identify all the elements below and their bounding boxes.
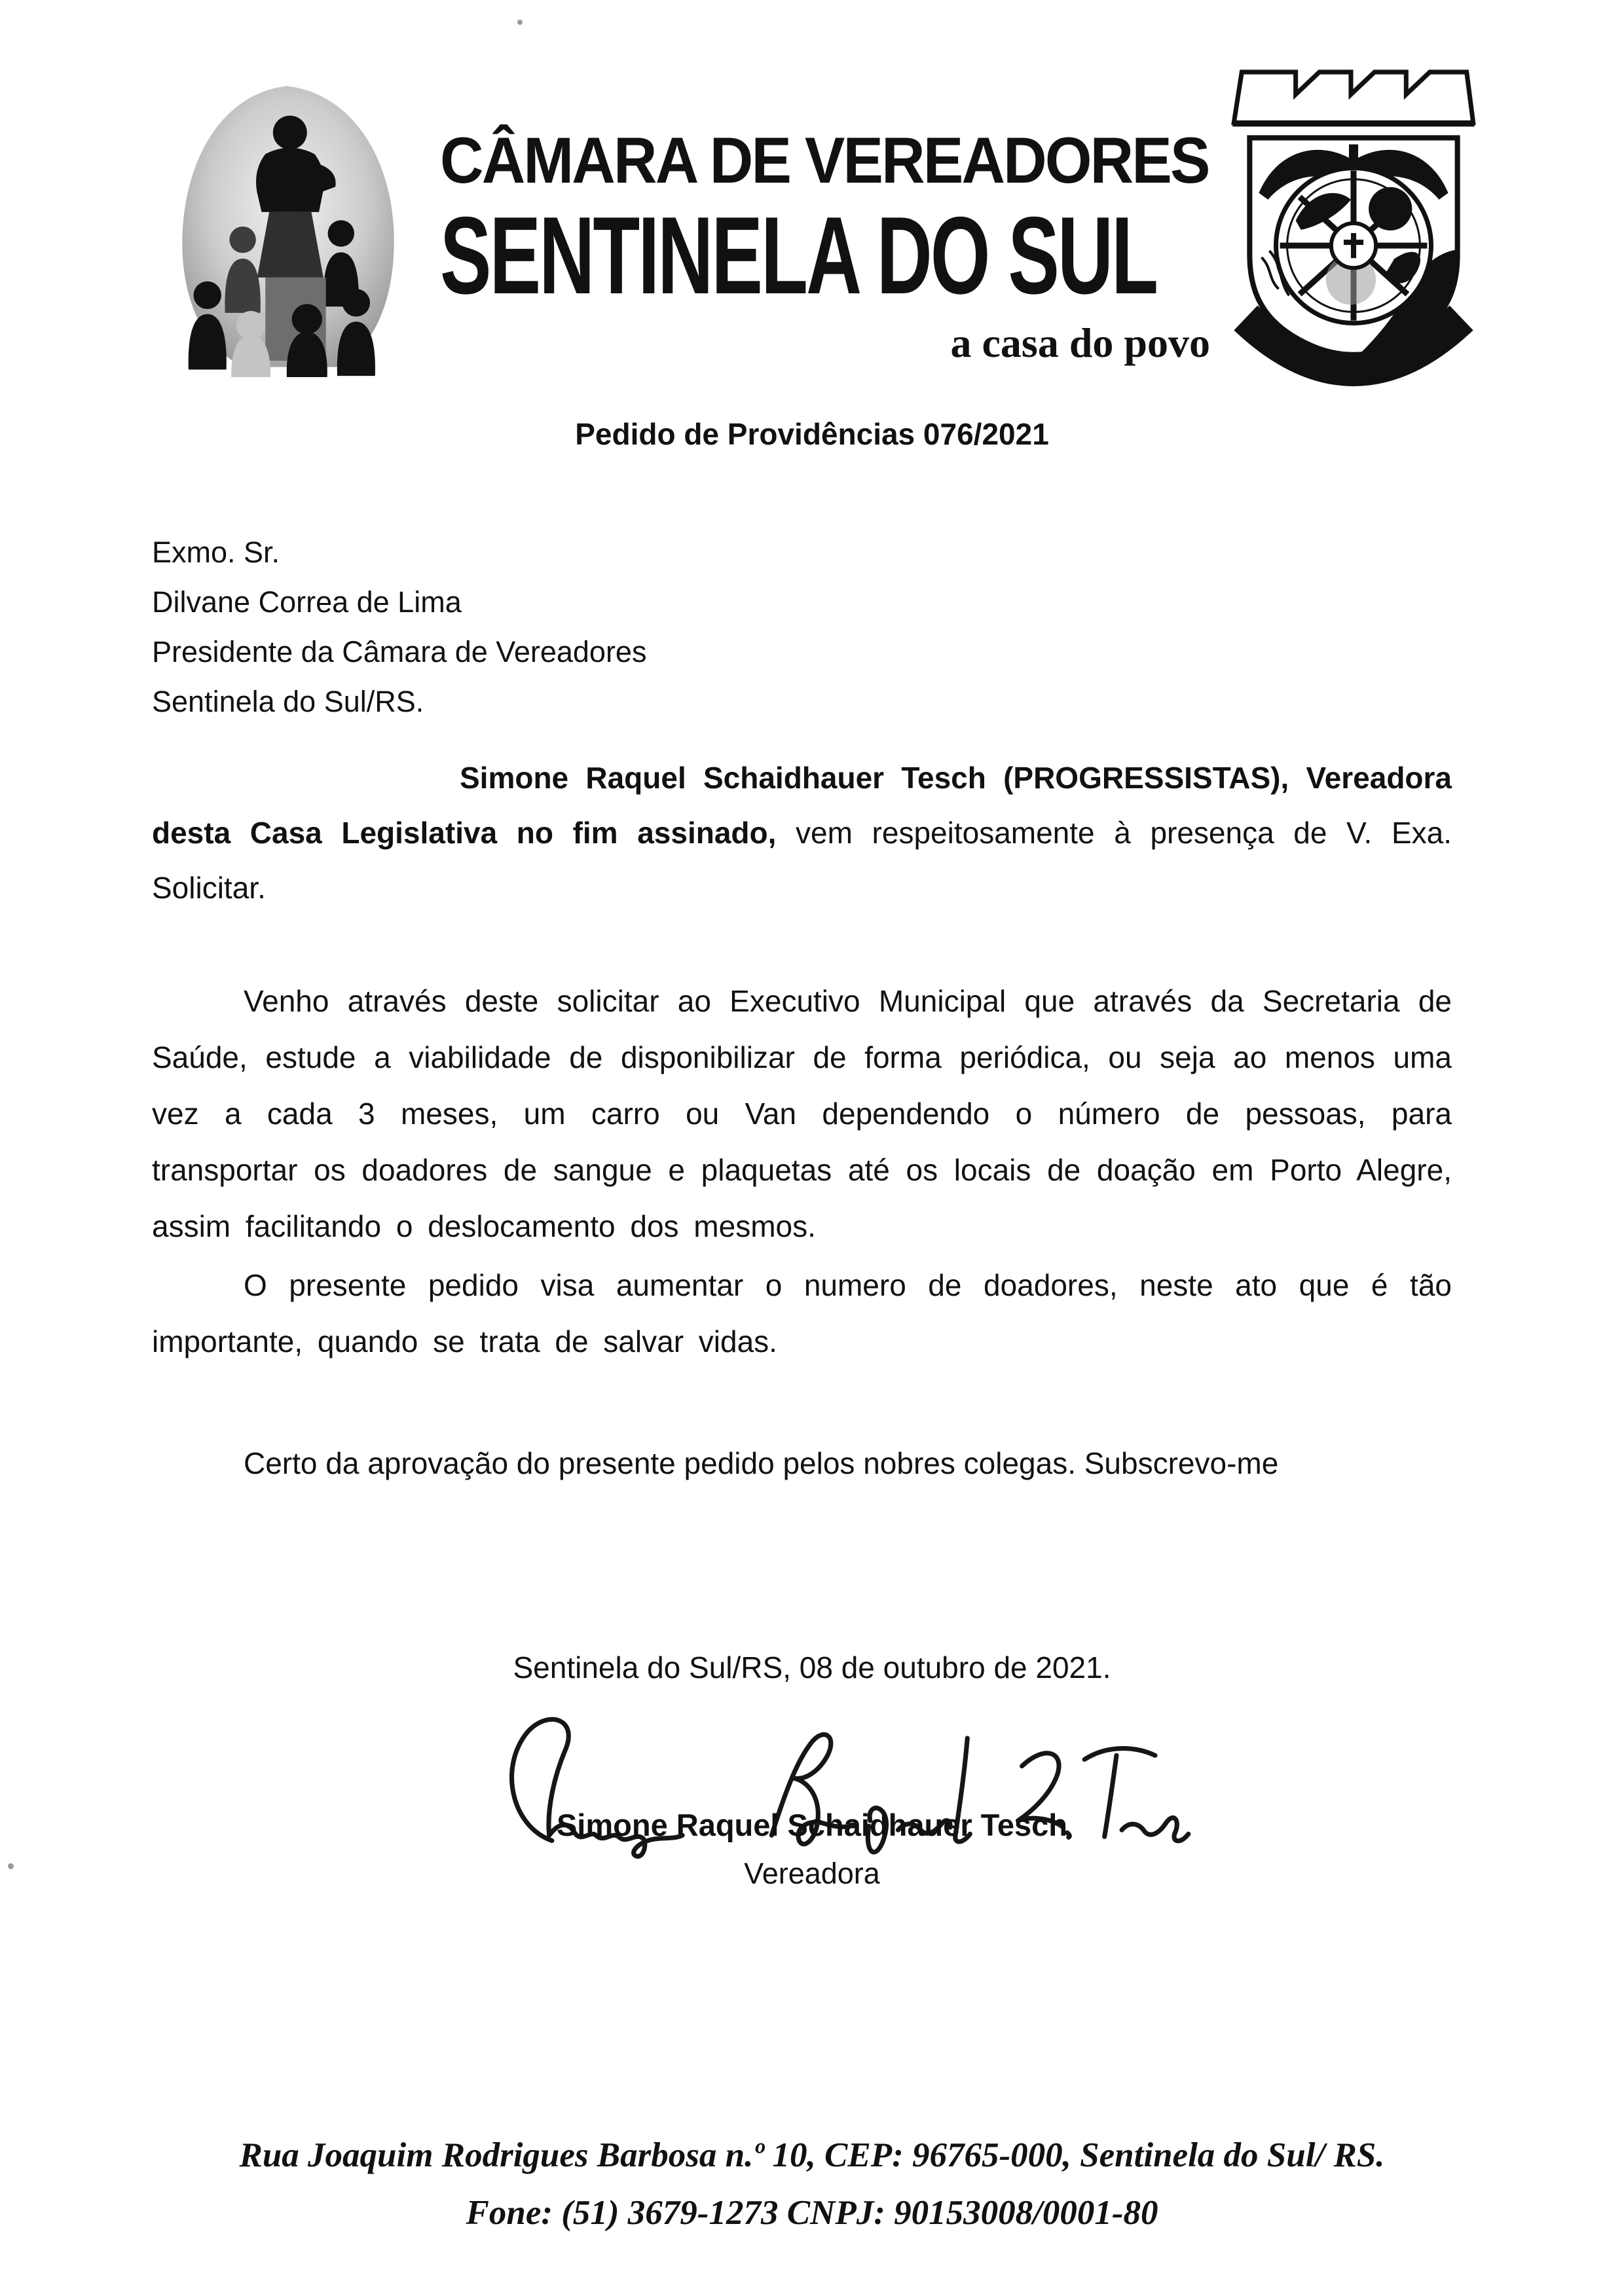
org-name-line1: CÂMARA DE VEREADORES	[440, 124, 1209, 196]
intro-paragraph	[152, 750, 1452, 915]
dateline: Sentinela do Sul/RS, 08 de outubro de 2021.	[513, 1650, 1111, 1685]
intro-normal-text: vem respeitosamente à presença de V. Exa. Solicitar.	[152, 816, 1452, 905]
paragraph-text: Certo da aprovação do presente pedido pelos nobres colegas. Subscrevo-me	[244, 1446, 1279, 1480]
recipient-line: Dilvane Correa de Lima	[152, 585, 462, 619]
intro-bold-text: Simone Raquel Schaidhauer Tesch (PROGRESSISTAS), Vereadora desta Casa Legislativa no fim assinado,	[152, 761, 1452, 850]
recipient-block	[152, 528, 646, 727]
org-name-line2: SENTINELA DO SUL	[440, 194, 1157, 317]
footer-address-block	[0, 2126, 1624, 2242]
municipal-coat-of-arms-icon	[1222, 60, 1485, 373]
scan-speck	[517, 20, 523, 25]
body-paragraph-2	[152, 1257, 1452, 1370]
recipient-line: Presidente da Câmara de Vereadores	[152, 635, 647, 668]
document-title: Pedido de Providências 076/2021	[575, 417, 1049, 451]
assembly-people-logo-icon	[145, 75, 428, 377]
recipient-line: Exmo. Sr.	[152, 536, 280, 569]
signature-name: Simone Raquel Schaidhauer Tesch	[556, 1808, 1068, 1842]
paragraph-text: Venho através deste solicitar ao Executivo Municipal que através da Secretaria de Saúde, estude a viabilidade de disponibilizar de forma periódica, ou seja ao menos uma vez a cada 3 meses, um carro ou Van dependendo o número de pessoas, para transportar os doadores de sangue e plaquetas até os locais de doação em Porto Alegre, assim facilitando o deslocamento dos mesmos.	[152, 984, 1452, 1243]
signature-role: Vereadora	[744, 1857, 880, 1890]
footer-address-line: Rua Joaquim Rodrigues Barbosa n.º 10, CEP: 96765-000, Sentinela do Sul/ RS.	[239, 2136, 1385, 2174]
paragraph-text: O presente pedido visa aumentar o numero de doadores, neste ato que é tão importante, quando se trata de salvar vidas.	[152, 1268, 1452, 1358]
body-paragraph-1	[152, 973, 1452, 1254]
footer-phone-line: Fone: (51) 3679-1273 CNPJ: 90153008/0001-80	[466, 2194, 1158, 2232]
closing-paragraph	[152, 1435, 1452, 1491]
org-tagline: a casa do povo	[950, 319, 1210, 366]
recipient-line: Sentinela do Sul/RS.	[152, 685, 424, 718]
letterhead	[145, 60, 1485, 377]
org-title-block	[428, 60, 1222, 367]
